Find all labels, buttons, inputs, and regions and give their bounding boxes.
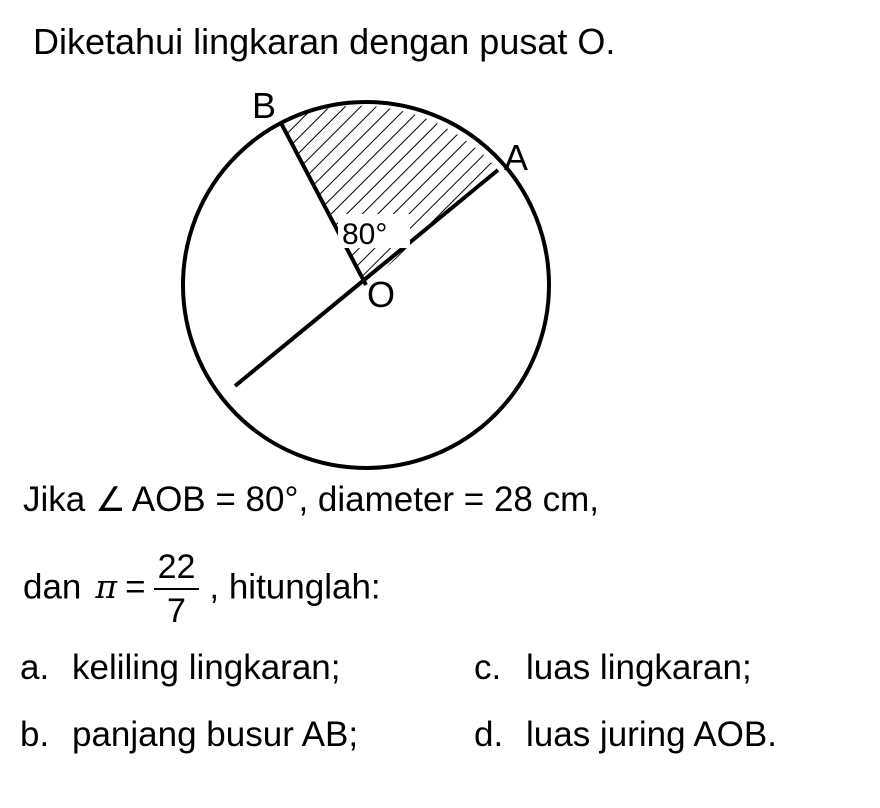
fraction-denominator: 7 xyxy=(167,592,186,630)
pi-symbol: π xyxy=(95,567,118,607)
question-item-d xyxy=(474,717,777,752)
question-text: keliling lingkaran; xyxy=(72,648,341,687)
problem-intro: Diketahui lingkaran dengan pusat O. xyxy=(33,21,616,62)
question-item-c xyxy=(474,650,752,685)
question-label: c. xyxy=(474,648,502,687)
question-item-b xyxy=(20,717,358,752)
point-label-o: O xyxy=(367,274,396,315)
question-text: luas lingkaran; xyxy=(526,648,752,687)
question-item-a xyxy=(20,650,340,685)
given-statement xyxy=(23,482,599,517)
question-label: d. xyxy=(474,715,504,754)
angle-label: 80° xyxy=(342,218,388,251)
fraction-numerator: 22 xyxy=(154,550,200,590)
pi-fraction xyxy=(154,550,200,628)
point-label-b: B xyxy=(252,85,277,126)
pi-statement xyxy=(23,550,381,630)
pi-prefix: dan xyxy=(23,567,82,607)
given-prefix: Jika xyxy=(23,480,86,519)
angle-symbol: ∠ xyxy=(95,481,126,519)
pi-suffix: , hitunglah: xyxy=(209,567,381,607)
pi-equals: = xyxy=(125,567,146,607)
given-angle-expression: AOB = 80°, diameter = 28 cm, xyxy=(131,480,600,519)
question-label: a. xyxy=(20,648,50,687)
question-text: luas juring AOB. xyxy=(526,715,777,754)
question-label: b. xyxy=(20,715,50,754)
point-label-a: A xyxy=(504,137,529,178)
question-text: panjang busur AB; xyxy=(72,715,359,754)
